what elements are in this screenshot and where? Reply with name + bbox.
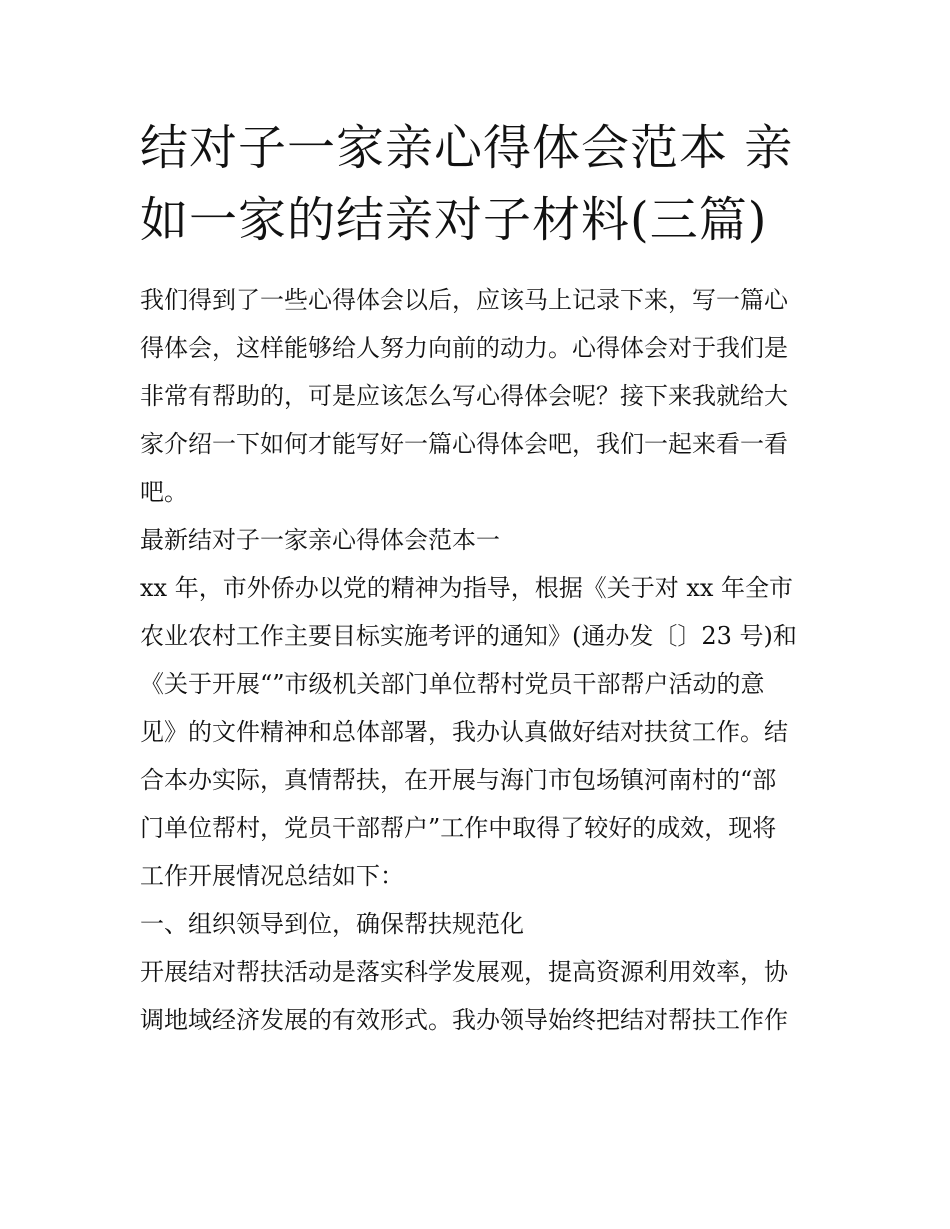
text-line: 得体会，这样能够给人努力向前的动力。心得体会对于我们是 bbox=[140, 334, 788, 362]
text-line: 家介绍一下如何才能写好一篇心得体会吧，我们一起来看一看 bbox=[140, 430, 788, 458]
document-page bbox=[140, 112, 812, 1044]
heading-line: 一、组织领导到位，确保帮扶规范化 bbox=[140, 910, 524, 938]
section-heading bbox=[140, 516, 812, 564]
title-line: 如一家的结亲对子材料(三篇) bbox=[140, 192, 768, 248]
text-line: 见》的文件精神和总体部署，我办认真做好结对扶贫工作。结 bbox=[140, 718, 788, 746]
text-line: 农业农村工作主要目标实施考评的通知》(通办发〔〕23 号)和 bbox=[140, 622, 797, 650]
text-line: 门单位帮村，党员干部帮户”工作中取得了较好的成效，现将 bbox=[140, 814, 777, 842]
intro-paragraph bbox=[140, 276, 812, 516]
document-title bbox=[140, 112, 812, 256]
body-paragraph bbox=[140, 948, 812, 1044]
text-line: 调地域经济发展的有效形式。我办领导始终把结对帮扶工作作 bbox=[140, 1006, 788, 1034]
text-line: 开展结对帮扶活动是落实科学发展观，提高资源利用效率，协 bbox=[140, 958, 788, 986]
text-line: 吧。 bbox=[140, 478, 188, 506]
text-line: xx 年，市外侨办以党的精神为指导，根据《关于对 xx 年全市 bbox=[140, 574, 794, 602]
body-paragraph bbox=[140, 564, 812, 900]
heading-line: 最新结对子一家亲心得体会范本一 bbox=[140, 526, 500, 554]
text-line: 我们得到了一些心得体会以后，应该马上记录下来，写一篇心 bbox=[140, 286, 788, 314]
text-line: 工作开展情况总结如下： bbox=[140, 862, 404, 890]
subsection-heading bbox=[140, 900, 812, 948]
title-line: 结对子一家亲心得体会范本 亲 bbox=[140, 120, 794, 176]
text-line: 合本办实际，真情帮扶，在开展与海门市包场镇河南村的“部 bbox=[140, 766, 777, 794]
text-line: 《关于开展“”市级机关部门单位帮村党员干部帮户活动的意 bbox=[140, 670, 765, 698]
text-line: 非常有帮助的，可是应该怎么写心得体会呢？接下来我就给大 bbox=[140, 382, 788, 410]
